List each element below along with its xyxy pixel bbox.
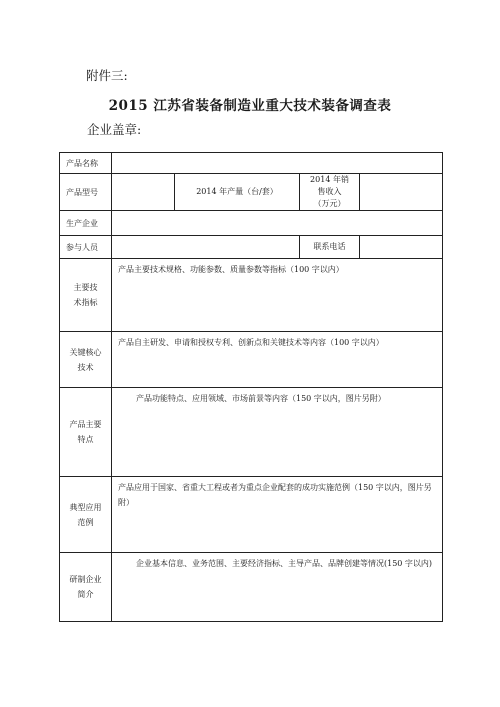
participants-label: 参与人员 (60, 236, 112, 259)
product-name-label: 产品名称 (60, 153, 112, 174)
table-row (60, 211, 443, 236)
table-row (60, 388, 443, 477)
table-row (60, 553, 443, 622)
cases-field[interactable]: 产品应用于国家、省重大工程或者为重点企业配套的成功实施范例（150 字以内，图片另附） (112, 477, 443, 553)
cases-label: 典型应用范例 (60, 477, 112, 553)
contact-phone-input[interactable] (360, 236, 443, 259)
features-field[interactable]: 产品功能特点、应用领域、市场前景等内容（150 字以内，图片另附） (112, 388, 443, 477)
main-tech-field[interactable]: 产品主要技术规格、功能参数、质量参数等指标（100 字以内） (112, 259, 443, 332)
table-row (60, 174, 443, 211)
table-row (60, 259, 443, 332)
table-row (60, 153, 443, 174)
key-core-tech-field[interactable]: 产品自主研发、申请和授权专利、创新点和关键技术等内容（100 字以内） (112, 332, 443, 388)
company-profile-field[interactable]: 企业基本信息、业务范围、主要经济指标、主导产品、品牌创建等情况(150 字以内) (112, 553, 443, 622)
company-profile-label: 研制企业简介 (60, 553, 112, 622)
table-row (60, 332, 443, 388)
product-model-label: 产品型号 (60, 174, 112, 211)
manufacturer-label: 生产企业 (60, 211, 112, 236)
output-2014-label: 2014 年产量（台/套） (175, 174, 300, 211)
sales-2014-input[interactable] (360, 174, 443, 211)
product-model-input[interactable] (112, 174, 175, 211)
table-row (60, 236, 443, 259)
table-row (60, 477, 443, 553)
survey-form-table (59, 152, 443, 622)
contact-phone-label: 联系电话 (300, 236, 360, 259)
company-seal-label: 企业盖章: (87, 122, 142, 137)
main-tech-label: 主要技术指标 (60, 259, 112, 332)
attachment-label: 附件三: (86, 68, 128, 83)
key-core-tech-label: 关键核心技术 (60, 332, 112, 388)
sales-2014-label: 2014 年销售收入（万元） (300, 174, 360, 211)
product-name-input[interactable] (112, 153, 443, 174)
participants-input[interactable] (112, 236, 300, 259)
features-label: 产品主要特点 (60, 388, 112, 477)
manufacturer-input[interactable] (112, 211, 443, 236)
page-title: 2015 江苏省装备制造业重大技术装备调查表 (108, 98, 392, 114)
